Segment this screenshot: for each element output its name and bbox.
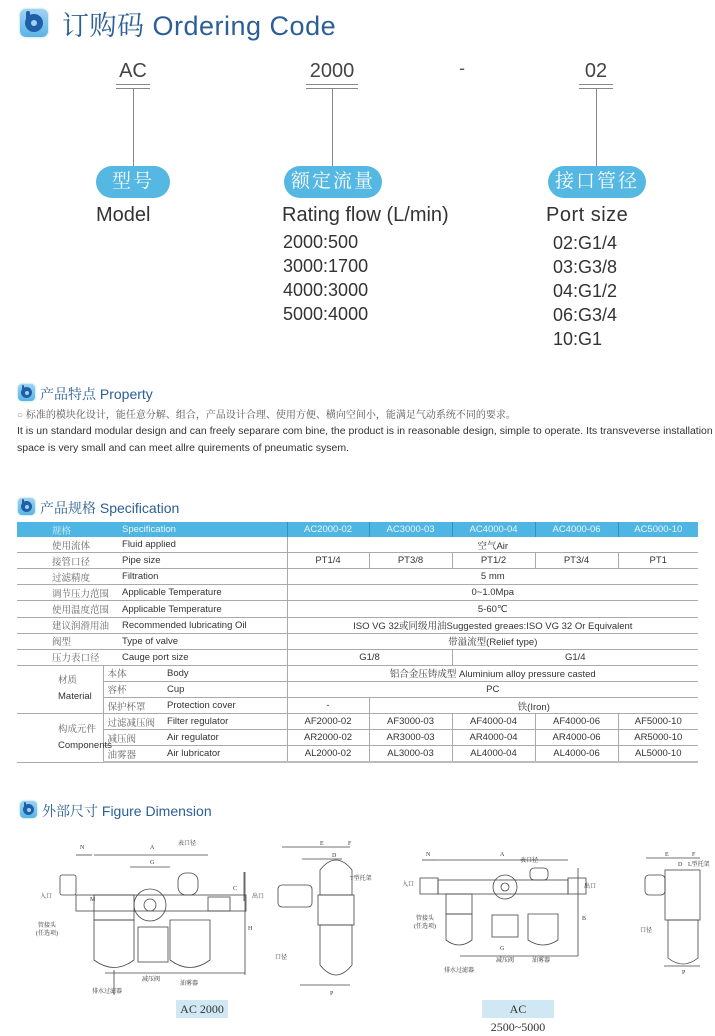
connector-line	[332, 89, 333, 167]
header-model: AC5000-10	[618, 522, 698, 537]
dim-label: E	[320, 841, 324, 847]
figure-title: 外部尺寸 Figure Dimension	[42, 803, 212, 819]
cell-value: 铝合金压铸成型 Aluminium alloy pressure casted	[287, 665, 698, 681]
dim-label: F	[348, 841, 352, 847]
port-option: 04:G1/2	[553, 281, 618, 301]
group-material	[17, 665, 103, 713]
pill-flow: 额定流量	[284, 166, 382, 198]
drawing-label: 排水过滤器	[92, 989, 123, 995]
dim-label: C	[233, 886, 238, 892]
cell-value: AF4000-04	[452, 714, 535, 730]
drawing-label: L型托架	[688, 862, 710, 868]
cell-value: AR3000-03	[369, 730, 452, 746]
cell-value: PT3/8	[369, 553, 452, 569]
page-title: 订购码 Ordering Code	[62, 11, 337, 41]
sub-label-en: Cup	[159, 681, 287, 697]
cell-value: 5-60℃	[287, 601, 698, 617]
table-row	[17, 569, 698, 585]
row-label-en: Fluid applied	[103, 537, 287, 553]
drawing-ac2000	[30, 835, 372, 997]
caption-ac2000: AC 2000	[176, 1000, 228, 1018]
table-row	[17, 633, 698, 649]
dim-label: B	[582, 916, 587, 922]
sub-label-en: Protection cover	[159, 698, 287, 714]
row-label-cn: 调节压力范围	[17, 585, 103, 601]
drawing-label: 表口径	[178, 841, 197, 847]
flow-option: 3000:1700	[283, 256, 369, 276]
row-label-en: Recommended lubricating Oil	[103, 617, 287, 633]
cell-value: PT1/2	[452, 553, 535, 569]
dim-label: P	[330, 991, 334, 997]
row-label-cn: 过滤精度	[17, 569, 103, 585]
label-model: Model	[96, 204, 151, 226]
section-icon	[20, 801, 37, 818]
part-side-top	[320, 860, 352, 895]
cell-value: AL2000-02	[287, 746, 369, 763]
cell-value: AL4000-06	[535, 746, 618, 763]
flow-options	[283, 230, 368, 326]
part-lubricator-top	[178, 873, 198, 895]
cell-value: 0~1.0Mpa	[287, 585, 698, 601]
group-label-cn: 材质	[58, 675, 78, 687]
row-label-cn: 使用流体	[17, 537, 103, 553]
sub-label-en: Air lubricator	[159, 746, 287, 763]
part-side-bowl	[668, 920, 698, 964]
cell-value: 5 mm	[287, 569, 698, 585]
sub-label-cn: 过滤减压阀	[103, 714, 159, 730]
sub-label-cn: 容杯	[103, 681, 159, 697]
row-label-en: Filtration	[103, 569, 287, 585]
part-manifold	[76, 895, 246, 911]
code-separator: -	[459, 58, 465, 78]
dim-label: E	[665, 852, 669, 858]
property-text-en-2: space is very small and can meet allre quirements of pneumatic sysem.	[17, 442, 350, 454]
table-row	[17, 698, 698, 714]
part-regulator-knob	[492, 915, 518, 937]
row-label-cn: 建议润滑用油	[17, 617, 103, 633]
group-label-en: Material	[58, 691, 92, 703]
part-lubricator-top	[530, 868, 548, 880]
port-option: 02:G1/4	[553, 233, 618, 253]
connector-line	[596, 89, 597, 167]
cell-value: AF2000-02	[287, 714, 369, 730]
property-text-en-1: It is un standard modular design and can freely separare com bine, the product is in reasonable design, simple to operate. Its transveverse installation	[17, 425, 713, 437]
cell-value: ISO VG 32或同级用油Suggested greaes:ISO VG 32 Or Equivalent	[287, 617, 698, 633]
group-label-cn: 构成元件	[58, 724, 97, 736]
cell-value: AL5000-10	[618, 746, 698, 763]
part-side-head	[318, 895, 354, 925]
header-model: AC3000-03	[369, 522, 452, 537]
sub-label-cn: 本体	[103, 665, 159, 681]
part-regulator-knob	[138, 927, 168, 962]
table-row	[17, 585, 698, 601]
cell-value: G1/4	[452, 649, 698, 665]
cell-value: 带溢流型(Relief type)	[287, 633, 698, 649]
flow-option: 5000:4000	[283, 304, 369, 324]
property-text-cn	[17, 406, 516, 421]
table-row	[17, 681, 698, 697]
sub-label-cn: 油雾器	[103, 746, 159, 763]
part-side-head	[665, 870, 700, 920]
row-label-cn: 接管口径	[17, 553, 103, 569]
table-row	[17, 553, 698, 569]
part-filter-head	[446, 894, 472, 914]
specification-title: 产品规格 Specification	[40, 500, 180, 516]
section-icon	[18, 498, 35, 515]
cell-value: AL4000-04	[452, 746, 535, 763]
cell-value: AR5000-10	[618, 730, 698, 746]
drawing-ac2500-5000	[400, 850, 715, 975]
part-filter-bowl	[94, 920, 134, 968]
drawing-label: 减压阀	[496, 958, 515, 964]
dim-label: A	[500, 852, 505, 858]
part-gauge-inner	[501, 883, 509, 891]
port-option: 10:G1	[553, 329, 603, 349]
cell-value: -	[287, 698, 369, 714]
header-model: AC4000-06	[535, 522, 618, 537]
part-manifold	[438, 880, 568, 894]
dim-label: G	[500, 946, 505, 952]
dim-label: P	[682, 970, 686, 976]
drawing-label: 排水过滤器	[444, 968, 475, 974]
drawing-label: 管接头	[416, 916, 435, 922]
label-flow: Rating flow (L/min)	[282, 204, 449, 226]
sub-label-en: Air regulator	[159, 730, 287, 746]
port-options	[553, 231, 617, 351]
dim-label: H	[248, 926, 253, 932]
part-outlet	[208, 897, 230, 911]
cell-value: AL3000-03	[369, 746, 452, 763]
cell-value: PT1/4	[287, 553, 369, 569]
cell-value: G1/8	[287, 649, 452, 665]
brand-b-icon	[20, 9, 48, 37]
drawing-label: 出口	[252, 894, 265, 900]
cell-value: PC	[287, 681, 698, 697]
cell-value: AF5000-10	[618, 714, 698, 730]
drawing-label: 入口	[40, 894, 53, 900]
drawing-label: 油雾器	[532, 958, 551, 964]
part-lubricator-bowl	[170, 920, 210, 968]
port-option: 03:G3/8	[553, 257, 618, 277]
row-label-cn: 使用温度范围	[17, 601, 103, 617]
drawing-label: 入口	[402, 882, 415, 888]
dim-label: A	[150, 845, 155, 851]
code-segment-model: AC	[119, 60, 147, 82]
sub-label-cn: 保护杯罩	[103, 698, 159, 714]
sub-label-cn: 减压阀	[103, 730, 159, 746]
row-label-cn: 阀型	[17, 633, 103, 649]
row-label-cn: 压力表口径	[17, 649, 103, 665]
header-cn: 规格	[17, 522, 103, 537]
flow-option: 4000:3000	[283, 280, 369, 300]
row-label-en: Applicable Temperature	[103, 601, 287, 617]
part-gauge	[134, 889, 166, 921]
table-row	[17, 665, 698, 681]
cell-value: AR2000-02	[287, 730, 369, 746]
part-side-gauge	[645, 875, 665, 895]
part-lubricator-bowl	[528, 914, 558, 945]
drawing-label: 口径	[275, 955, 288, 961]
cell-value: PT3/4	[535, 553, 618, 569]
drawing-label: 口径	[640, 928, 653, 934]
part-gauge	[493, 875, 517, 899]
drawing-label: 出口	[584, 884, 597, 890]
group-label-en: Components	[58, 740, 112, 752]
circle-bullet-icon: ○	[17, 410, 24, 421]
cell-value: AR4000-04	[452, 730, 535, 746]
cell-value: AR4000-06	[535, 730, 618, 746]
header-model: AC4000-04	[452, 522, 535, 537]
cell-value: AF3000-03	[369, 714, 452, 730]
drawing-label: 减压阀	[142, 977, 161, 983]
drawing-label: (任选项)	[414, 924, 436, 930]
code-segment-port: 02	[584, 60, 608, 82]
port-option: 06:G3/4	[553, 305, 618, 325]
part-clip	[60, 875, 76, 895]
dim-label: M	[90, 897, 96, 903]
part-filter-bowl	[446, 914, 472, 945]
table-header-row	[17, 522, 698, 537]
table-row	[17, 746, 698, 763]
drawing-label: (任选项)	[36, 931, 58, 937]
drawing-label: 表口径	[520, 858, 539, 864]
dim-label: N	[80, 845, 85, 851]
row-label-en: Applicable Temperature	[103, 585, 287, 601]
connector-line	[133, 89, 134, 167]
table-row	[17, 537, 698, 553]
table-row	[17, 649, 698, 665]
dim-label: G	[150, 860, 155, 866]
dim-label: D	[678, 862, 683, 868]
caption-ac2500-5000: AC 2500~5000	[482, 1000, 554, 1018]
row-label-en: Cauge port size	[103, 649, 287, 665]
part-inlet	[420, 878, 438, 894]
pill-model: 型号	[96, 166, 170, 198]
header-en: Specification	[103, 522, 287, 537]
pill-port: 接口管径	[548, 166, 646, 198]
part-side-bowl	[320, 925, 352, 975]
property-title: 产品特点 Property	[40, 386, 153, 402]
row-label-en: Type of valve	[103, 633, 287, 649]
specification-table	[17, 522, 698, 763]
cell-value: PT1	[618, 553, 698, 569]
part-gauge-inner	[144, 899, 156, 911]
code-segment-flow: 2000	[309, 60, 355, 82]
header-model: AC2000-02	[287, 522, 369, 537]
part-filter-head	[94, 895, 134, 920]
cell-value: 空气Air	[287, 537, 698, 553]
drawing-label: T型托架	[350, 876, 372, 882]
sub-label-en: Body	[159, 665, 287, 681]
drawing-label: 管接头	[38, 923, 57, 929]
sub-label-en: Filter regulator	[159, 714, 287, 730]
table-row	[17, 714, 698, 730]
dim-label: N	[426, 852, 431, 858]
table-row	[17, 730, 698, 746]
property-cn: 标准的模块化设计，能任意分解、组合，产品设计合理、使用方便、横向空间小，能满足气动系统不同的要求。	[25, 410, 516, 421]
cell-value: AF4000-06	[535, 714, 618, 730]
cell-value: 铁(Iron)	[369, 698, 698, 714]
label-port: Port size	[546, 204, 629, 226]
drawing-label: 油雾器	[180, 981, 199, 987]
section-icon	[18, 384, 35, 401]
dim-label: D	[332, 853, 337, 859]
part-side-gauge	[278, 885, 312, 907]
flow-option: 2000:500	[283, 232, 359, 252]
row-label-en: Pipe size	[103, 553, 287, 569]
table-row	[17, 617, 698, 633]
dim-label: F	[692, 852, 696, 858]
table-row	[17, 601, 698, 617]
group-components	[17, 714, 112, 763]
